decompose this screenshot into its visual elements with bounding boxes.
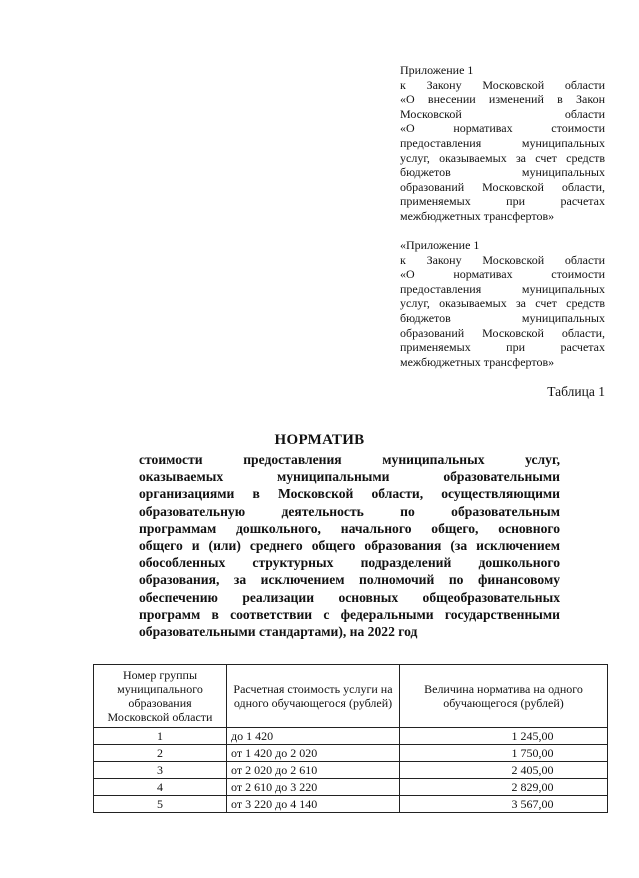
appendix-line: услуг, оказываемых за счет средств: [400, 150, 605, 165]
document-subtitle: [139, 451, 560, 640]
appendix-line: межбюджетных трансфертов»: [400, 354, 555, 369]
appendix-line: образований Московской области,: [400, 325, 605, 340]
cell-group: 2: [94, 745, 227, 762]
cell-group: 4: [94, 779, 227, 796]
appendix-line: к Закону Московской области: [400, 252, 605, 267]
subtitle-line: организациями в Московской области, осуществляющими: [139, 486, 560, 502]
cell-group: 3: [94, 762, 227, 779]
appendix-line: «Приложение 1: [400, 238, 480, 252]
appendix-line: «О внесении изменений в Закон: [400, 92, 605, 107]
table-row: [94, 796, 608, 813]
table-header-row: [94, 665, 608, 728]
table-row: [94, 745, 608, 762]
appendix-line: «О нормативах стоимости: [400, 267, 605, 282]
appendix-line: к Закону Московской области: [400, 77, 605, 92]
norm-value: 1 245,00: [511, 728, 554, 743]
appendix-line: межбюджетных трансфертов»: [400, 208, 555, 223]
cell-cost: от 2 020 до 2 610: [227, 762, 400, 779]
cell-norm: [400, 745, 608, 762]
table-row: [94, 762, 608, 779]
cell-cost: от 3 220 до 4 140: [227, 796, 400, 813]
subtitle-line: программ в соответствии с федеральными государственными: [139, 606, 560, 622]
appendix-line: «О нормативах стоимости: [400, 121, 605, 136]
subtitle-line: образовательную деятельность по образовательным: [139, 503, 560, 519]
norm-value: 2 829,00: [511, 779, 554, 794]
norm-value: 2 405,00: [511, 762, 554, 777]
table-label: Таблица 1: [547, 384, 605, 399]
header-norm-value: Величина норматива на одного обучающегося (рублей): [400, 665, 608, 728]
normative-table: [93, 664, 608, 813]
appendix-line: бюджетов муниципальных: [400, 165, 605, 180]
subtitle-line: обособленных структурных подразделений дошкольного: [139, 555, 560, 571]
appendix-line: образований Московской области,: [400, 179, 605, 194]
cell-cost: до 1 420: [227, 728, 400, 745]
subtitle-line: образования, за исключением полномочий по финансовому: [139, 572, 560, 588]
header-group-number: Номер группы муниципального образования Московской области: [94, 665, 227, 728]
appendix-line: услуг, оказываемых за счет средств: [400, 296, 605, 311]
document-title: НОРМАТИВ: [274, 432, 365, 448]
cell-norm: [400, 762, 608, 779]
appendix-line: применяемых при расчетах: [400, 194, 605, 209]
header-estimated-cost: Расчетная стоимость услуги на одного обучающегося (рублей): [227, 665, 400, 728]
subtitle-line: образовательными стандартами), на 2022 год: [139, 624, 418, 640]
table-row: [94, 728, 608, 745]
appendix-line: предоставления муниципальных: [400, 281, 605, 296]
norm-value: 1 750,00: [511, 745, 554, 760]
subtitle-line: программам дошкольного, начального общего, основного: [139, 520, 560, 536]
subtitle-line: общего и (или) среднего общего образования (за исключением: [139, 538, 560, 554]
cell-norm: [400, 779, 608, 796]
appendix-line: применяемых при расчетах: [400, 340, 605, 355]
appendix-line: предоставления муниципальных: [400, 135, 605, 150]
cell-norm: [400, 728, 608, 745]
cell-cost: от 1 420 до 2 020: [227, 745, 400, 762]
cell-norm: [400, 796, 608, 813]
subtitle-line: обеспечению реализации основных общеобразовательных: [139, 589, 560, 605]
appendix-1-header: [400, 63, 605, 224]
appendix-line: бюджетов муниципальных: [400, 310, 605, 325]
norm-value: 3 567,00: [511, 796, 554, 811]
cell-group: 5: [94, 796, 227, 813]
appendix-line: Приложение 1: [400, 63, 474, 77]
subtitle-line: стоимости предоставления муниципальных услуг,: [139, 452, 560, 467]
appendix-2-header: [400, 238, 605, 369]
cell-group: 1: [94, 728, 227, 745]
appendix-line: Московской области: [400, 106, 605, 121]
cell-cost: от 2 610 до 3 220: [227, 779, 400, 796]
subtitle-line: оказываемых муниципальными образовательными: [139, 469, 560, 485]
table-row: [94, 779, 608, 796]
